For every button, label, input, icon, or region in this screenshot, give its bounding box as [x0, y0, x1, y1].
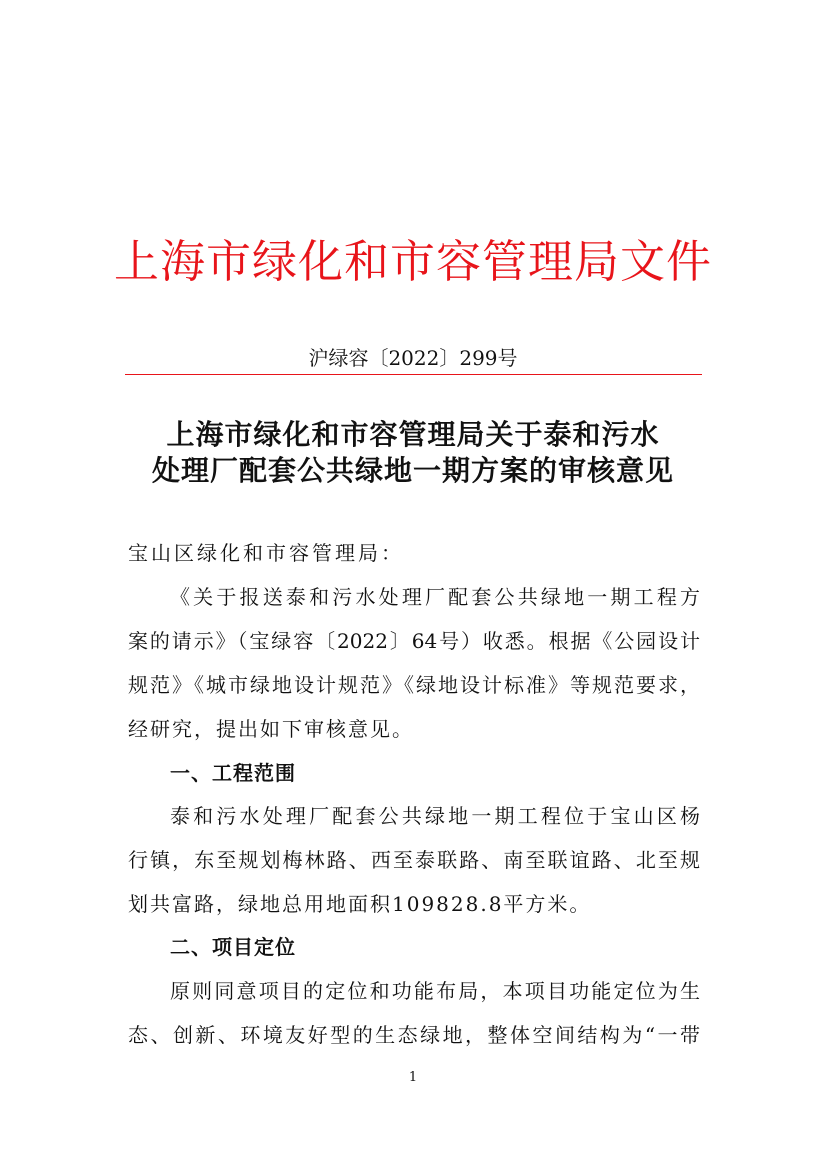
red-divider: [125, 374, 702, 375]
body-line: 案的请示》（宝绿容〔2022〕64号）收悉。根据《公园设计: [128, 629, 700, 653]
document-title-line-2: 处理厂配套公共绿地一期方案的审核意见: [151, 454, 674, 487]
section-heading: 二、项目定位: [170, 935, 296, 959]
body-line: 规范》《城市绿地设计规范》《绿地设计标准》等规范要求，: [128, 673, 700, 697]
document-title-line-1: 上海市绿化和市容管理局关于泰和污水: [166, 418, 660, 451]
body-line: 态、创新、环境友好型的生态绿地，整体空间结构为“一带: [128, 1023, 700, 1047]
body-line: 经研究，提出如下审核意见。: [128, 717, 414, 741]
body-line: 泰和污水处理厂配套公共绿地一期工程位于宝山区杨: [170, 804, 700, 828]
body-line: 行镇，东至规划梅林路、西至泰联路、南至联谊路、北至规: [128, 848, 700, 872]
page-number: 1: [408, 1070, 418, 1085]
issuer-title: 上海市绿化和市容管理局文件: [113, 235, 712, 288]
body-line: 《关于报送泰和污水处理厂配套公共绿地一期工程方: [170, 585, 700, 609]
section-heading: 一、工程范围: [170, 761, 296, 785]
body-line: 原则同意项目的定位和功能布局，本项目功能定位为生: [170, 979, 700, 1003]
document-number: 沪绿容〔2022〕299号: [308, 346, 518, 370]
body-line: 划共富路，绿地总用地面积109828.8平方米。: [128, 892, 592, 916]
addressee: 宝山区绿化和市容管理局：: [128, 541, 404, 565]
